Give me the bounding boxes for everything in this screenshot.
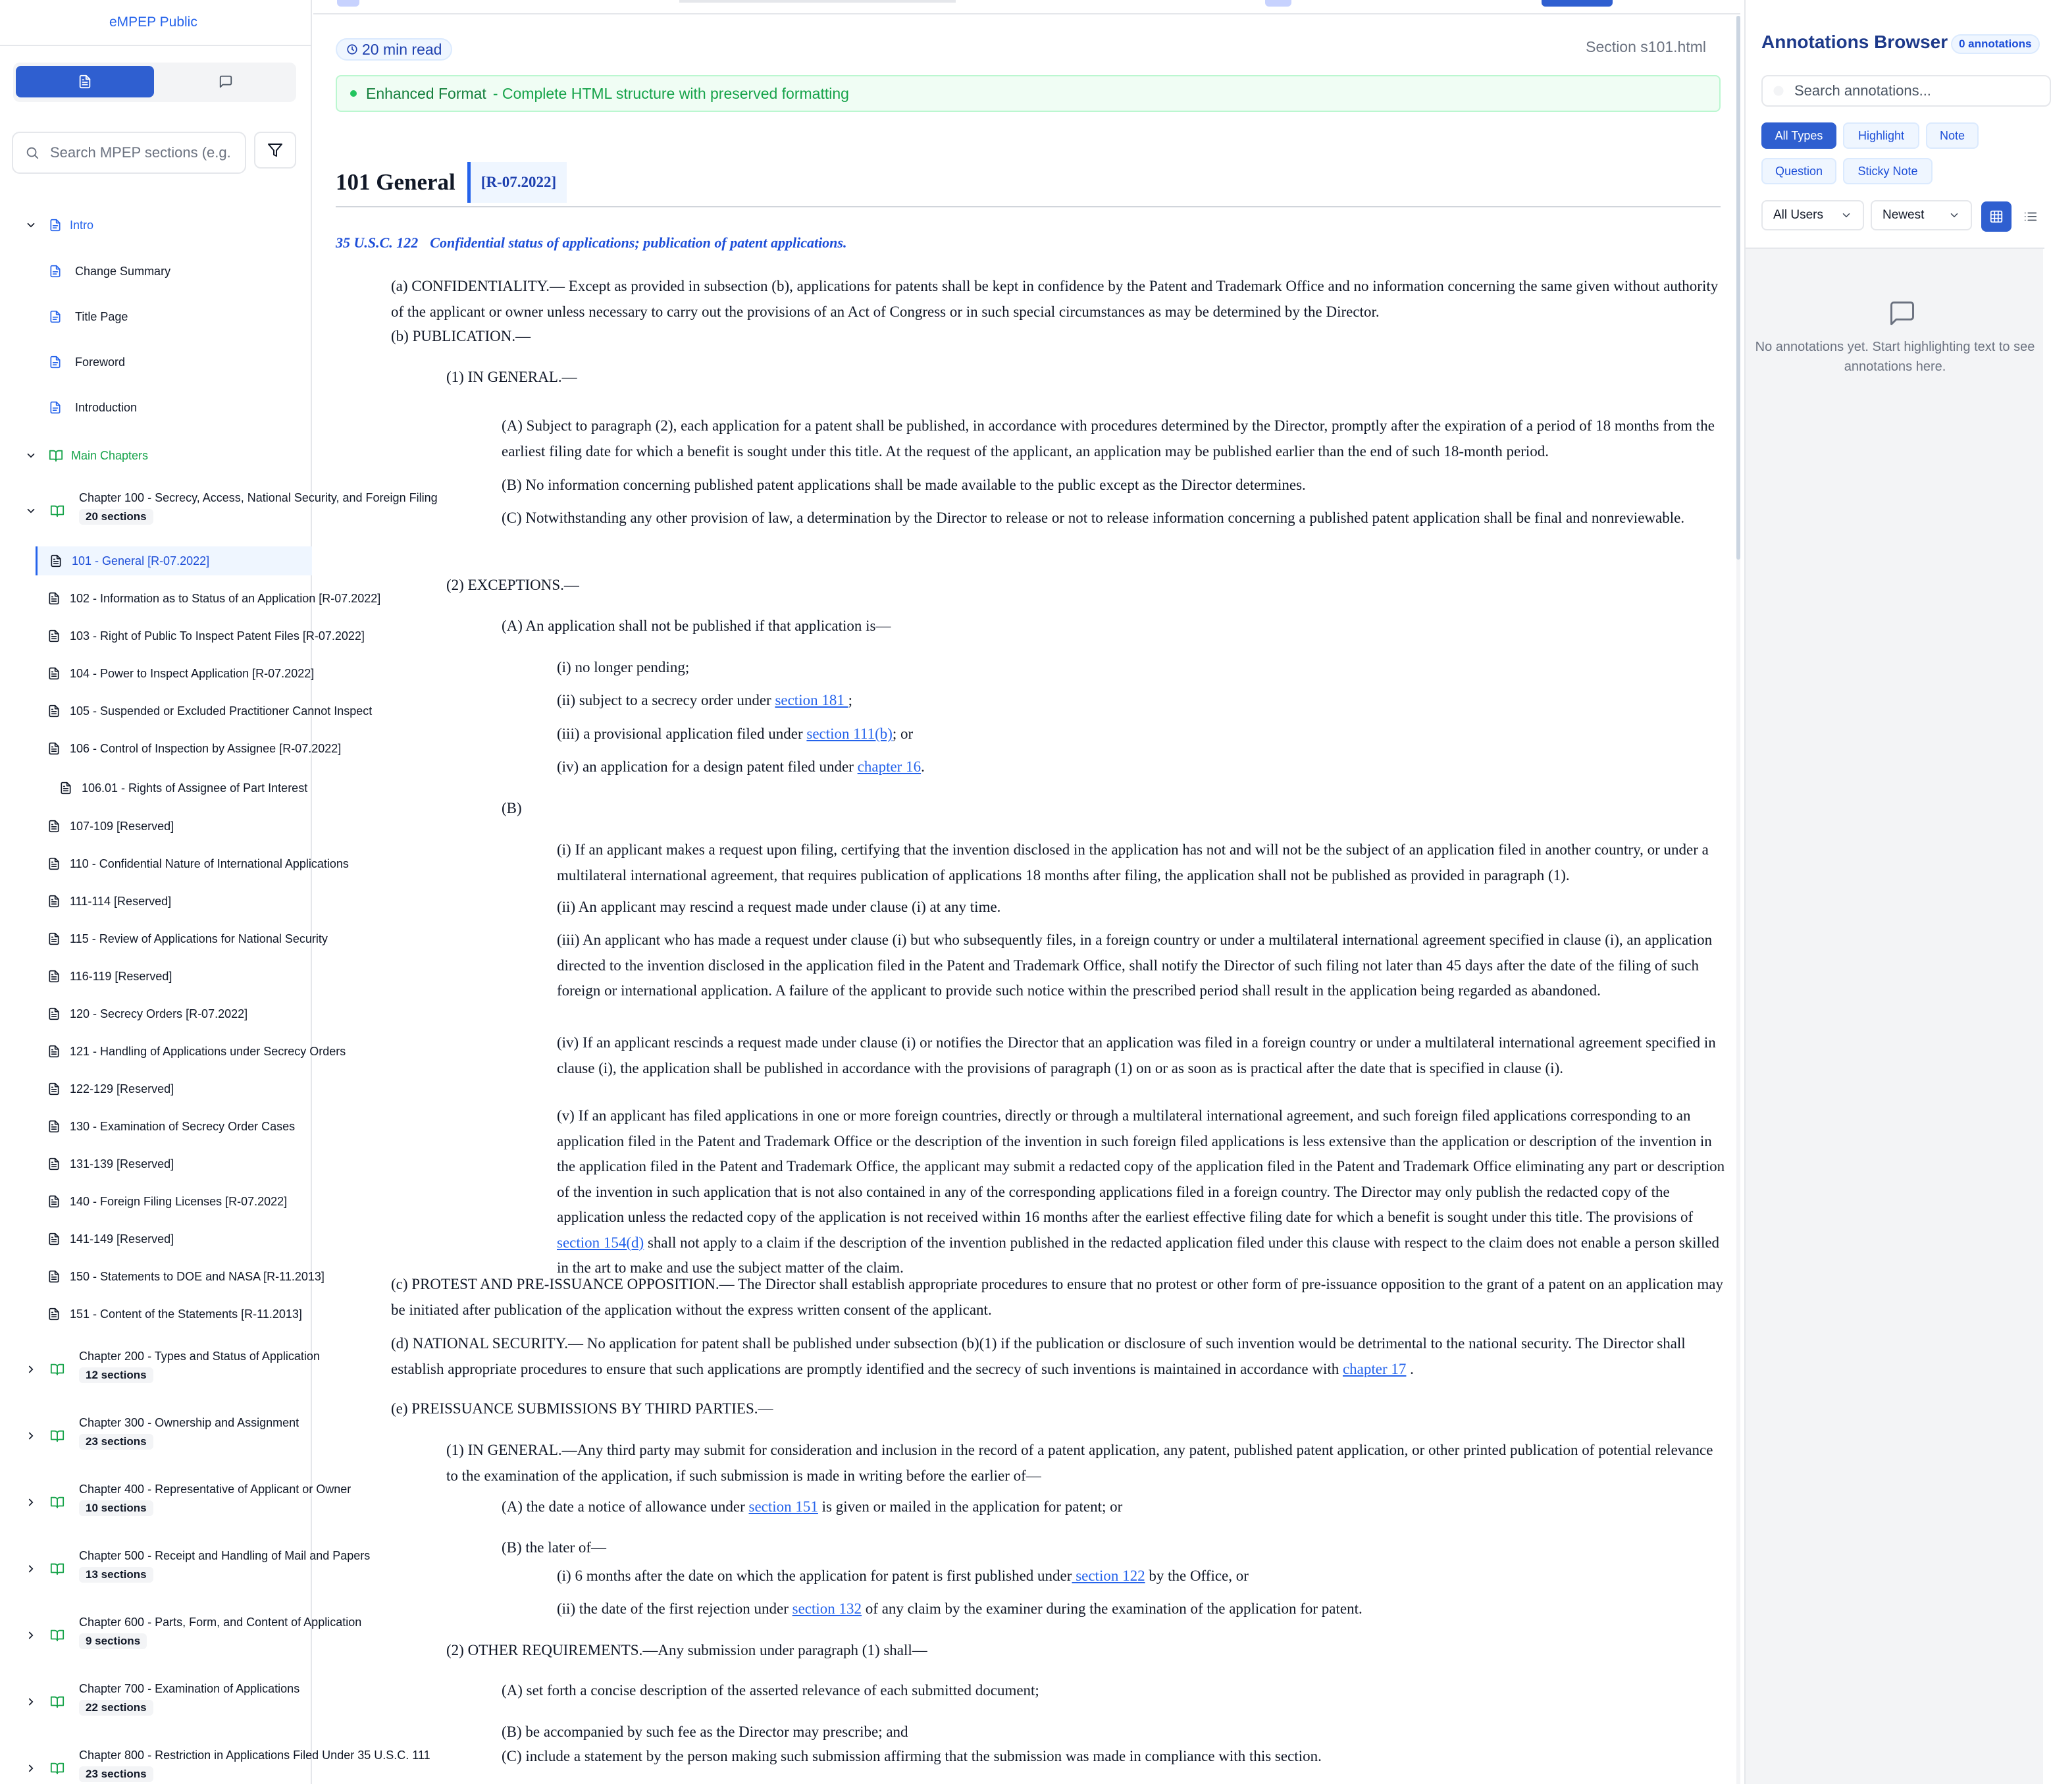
paragraph-text: (ii) An applicant may rescind a request made under clause (i) at any time.: [557, 899, 1001, 915]
book-icon: [50, 504, 65, 518]
tree-item-label: 106.01 - Rights of Assignee of Part Interest: [82, 781, 308, 795]
chapter-count-wrap: [79, 1496, 312, 1516]
chapter-title: Chapter 200 - Types and Status of Application: [79, 1350, 320, 1363]
statute-paragraph: [446, 365, 1728, 390]
chapter-text: [79, 1682, 312, 1716]
statute-paragraph: [557, 1103, 1728, 1281]
tree-item-label: 103 - Right of Public To Inspect Patent Files [R-07.2022]: [70, 629, 365, 643]
chevron-down-icon: [25, 505, 37, 517]
tree-section[interactable]: [0, 1149, 312, 1178]
statute-paragraph: [502, 473, 1728, 498]
tree-item-label: 101 - General [R-07.2022]: [72, 554, 210, 567]
book-icon: [50, 1362, 65, 1377]
statute-paragraph: [557, 1596, 1728, 1622]
tree-item-label: 106 - Control of Inspection by Assignee [R-07.2022]: [70, 741, 342, 755]
paragraph-text: (1) IN GENERAL.—Any third party may submit for consideration and inclusion in the record of a patent application, any patent, published patent application, or other printed publication of potential relevance to the examination of the application, if such submission is made in writing before the earlier of—: [446, 1442, 1713, 1484]
tree-item-label: 102 - Information as to Status of an Application [R-07.2022]: [70, 591, 381, 605]
chapter-text: [79, 1616, 362, 1649]
statute-paragraph: [446, 573, 1728, 598]
tree-item-label: Change Summary: [75, 264, 171, 278]
tree-item-label: 105 - Suspended or Excluded Practitioner Cannot Inspect: [70, 704, 373, 718]
file-text-icon: [47, 742, 61, 755]
statute-paragraph: [502, 1720, 1728, 1745]
cross-reference-link[interactable]: section 181: [775, 692, 848, 708]
chapter-title: Chapter 600 - Parts, Form, and Content of Application: [79, 1616, 362, 1629]
statute-paragraph: [557, 928, 1728, 1004]
section-count-badge: 10 sections: [79, 1500, 153, 1516]
chevron-right-icon: [25, 1696, 37, 1708]
file-text-icon: [47, 820, 61, 833]
file-text-icon: [47, 1045, 61, 1058]
tree-section[interactable]: [0, 734, 342, 763]
filter-icon: [267, 142, 283, 158]
users-select[interactable]: [1761, 200, 1864, 230]
chat-mode-button[interactable]: [158, 66, 294, 97]
chapter-title: Chapter 500 - Receipt and Handling of Mail and Papers: [79, 1549, 371, 1562]
chapter-count-wrap: [79, 1563, 312, 1583]
tree-item-label: 107-109 [Reserved]: [70, 819, 174, 833]
list-icon: [2023, 209, 2038, 224]
heading-divider: [336, 206, 1721, 207]
tree-section[interactable]: [0, 774, 312, 803]
tree-chapter[interactable]: [0, 487, 438, 535]
toolbar-primary-fragment[interactable]: [1542, 0, 1613, 7]
file-text-icon: [47, 704, 61, 718]
paragraph-text: ;: [848, 692, 852, 708]
chapter-text: [79, 491, 438, 525]
file-text-icon: [47, 970, 61, 983]
tree-item-label: 115 - Review of Applications for National Security: [70, 932, 328, 945]
scrollbar-thumb[interactable]: [1736, 16, 1740, 560]
top-toolbar: [313, 0, 1740, 14]
chevron-right-icon: [25, 1629, 37, 1641]
paragraph-text: of any claim by the examiner during the examination of the application for patent.: [862, 1600, 1363, 1617]
statute-paragraph: [557, 655, 1728, 681]
status-dot: [350, 90, 357, 97]
section-count-badge: 13 sections: [79, 1567, 153, 1583]
tree-item-label: Introduction: [75, 400, 138, 414]
annotations-search-box: [1761, 75, 2051, 107]
tree-section[interactable]: [0, 1300, 312, 1329]
tree-section-active[interactable]: [36, 546, 312, 575]
file-text-icon: [47, 1195, 61, 1208]
chapter-count-wrap: [79, 1696, 312, 1716]
message-square-icon: [1888, 299, 1917, 331]
chapter-text: [79, 1483, 351, 1516]
statute-name: Confidential status of applications; publication of patent applications.: [430, 234, 847, 251]
paragraph-text: shall not apply to a claim if the description of the invention published in the redacted application filed under this clause with respect to the claim does not enable a person skilled in the art to make and use the subject matter of the claim.: [557, 1234, 1720, 1276]
paragraph-text: (d) NATIONAL SECURITY.— No application for patent shall be published under subsection (b)(1) if the publication or disclosure of such invention would be detrimental to the national security. The Director shall establish appropriate procedures to ensure that such applications are promptly identified and the secrecy of such inventions is maintained in accordance with: [391, 1335, 1686, 1377]
toolbar-button-fragment[interactable]: [337, 0, 359, 7]
statute-paragraph: [557, 1030, 1728, 1081]
file-text-icon: [49, 310, 62, 323]
book-icon: [50, 1628, 65, 1643]
paragraph-text: (v) If an applicant has filed applications in one or more foreign countries, directly or through a multilateral international agreement, and such foreign filed applications corresponding to an application filed in the Patent and Trademark Office or the description of the invention in such foreign filed applications is less extensive than the application or description of the invention in the application filed in the Patent and Trademark Office, the applicant may submit a redacted copy of the application filed in the Patent and Trademark Office eliminating any part or description of the invention in such application that is not also contained in any of the corresponding applications filed in a foreign country. The Director may only publish the redacted copy of the application unless the redacted copy of the application is not received within 16 months after the earliest effective filing date for which a benefit is sought under this title. The provisions of: [557, 1107, 1725, 1225]
paragraph-text: (e) PREISSUANCE SUBMISSIONS BY THIRD PARTIES.—: [391, 1400, 773, 1417]
filter-button[interactable]: [254, 132, 296, 169]
search-icon: [1772, 84, 1785, 97]
chevron-down-icon: [1840, 209, 1852, 221]
page-title: 101 General: [336, 169, 455, 195]
file-text-icon: [49, 554, 63, 567]
chapter-title: Chapter 300 - Ownership and Assignment: [79, 1416, 299, 1429]
cross-reference-link[interactable]: chapter 16: [857, 758, 922, 775]
chapter-count-wrap: [79, 1430, 312, 1450]
chevron-down-icon: [25, 450, 37, 461]
statute-paragraph: [502, 614, 1728, 639]
view-mode-toggle: [13, 63, 296, 102]
tree-item-label: 120 - Secrecy Orders [R-07.2022]: [70, 1007, 248, 1020]
annotations-title: Annotations Browser: [1761, 32, 1948, 52]
cross-reference-link[interactable]: chapter 17: [1342, 1360, 1407, 1377]
cross-reference-link[interactable]: section 111(b): [806, 725, 893, 742]
document-viewer: [313, 0, 1740, 1784]
tree-section[interactable]: [0, 1187, 312, 1216]
paragraph-text: (iv) If an applicant rescinds a request made under clause (i) or notifies the Director that an application was filed in a foreign country or under a multilateral international agreement specified in clause (i), the application shall be published in accordance with the provisions of paragraph (1) on or as soon as is practical after the date that is specified in clause (i).: [557, 1034, 1716, 1076]
tree-section[interactable]: [0, 999, 312, 1028]
empty-state-text: No annotations yet. Start highlighting text to see annotations here.: [1755, 340, 2035, 374]
file-text-icon: [47, 1120, 61, 1133]
grid-view-button[interactable]: [1981, 201, 2012, 232]
format-title: Enhanced Format: [366, 84, 486, 102]
file-text-icon: [49, 265, 62, 278]
chapter-count-wrap: [79, 1363, 312, 1383]
tree-section[interactable]: [0, 962, 312, 991]
annotations-search-input[interactable]: [1794, 82, 2031, 99]
chevron-right-icon: [25, 1430, 37, 1442]
section-filename: Section s101.html: [1586, 38, 1706, 55]
paragraph-text: (A) An application shall not be published if that application is—: [502, 618, 891, 634]
tree-item-label: 150 - Statements to DOE and NASA [R-11.2013]: [70, 1269, 325, 1283]
chat-icon: [219, 74, 233, 89]
tree-item-label: Intro: [70, 218, 94, 232]
paragraph-text: (a) CONFIDENTIALITY.— Except as provided in subsection (b), applications for patents shall be kept in confidence by the Patent and Trademark Office and no information concerning the same given without authority of the applicant or owner unless necessary to carry out the provisions of an Act of Congress or in such special circumstances as may be determined by the Director.: [391, 278, 1719, 320]
users-select-value: All Users: [1773, 208, 1824, 222]
statute-paragraph: [446, 1438, 1728, 1489]
paragraph-text: (iv) an application for a design patent filed under: [557, 758, 858, 775]
tree-item-label: 116-119 [Reserved]: [70, 969, 172, 983]
statute-paragraph: [502, 1744, 1728, 1770]
tree-section[interactable]: [0, 849, 349, 878]
toolbar-button-fragment[interactable]: [1265, 0, 1291, 7]
chapter-text: [79, 1749, 430, 1782]
format-banner: [336, 75, 1721, 112]
paragraph-text: .: [1406, 1360, 1414, 1377]
tree-item-intro[interactable]: [0, 303, 312, 330]
file-text-icon: [47, 629, 61, 643]
cross-reference-link[interactable]: section 132: [792, 1600, 862, 1617]
book-icon: [50, 1429, 65, 1443]
chapter-title: Chapter 800 - Restriction in Applications Filed Under 35 U.S.C. 111: [79, 1749, 430, 1762]
paragraph-text: (A) the date a notice of allowance under: [502, 1498, 749, 1515]
tree-item-label: Main Chapters: [71, 448, 149, 462]
chapter-count-wrap: [79, 1629, 312, 1649]
tree-item-label: 122-129 [Reserved]: [70, 1082, 174, 1095]
read-time-text: 20 min read: [362, 40, 442, 58]
tree-group-main-chapters[interactable]: [0, 442, 312, 469]
paragraph-text: (i) no longer pending;: [557, 659, 690, 675]
book-icon: [50, 1562, 65, 1576]
chapter-text: [79, 1549, 371, 1583]
tree-item-label: 110 - Confidential Nature of International Applications: [70, 856, 349, 870]
annotations-count-badge: 0 annotations: [1951, 34, 2040, 54]
sidebar-header: [0, 0, 311, 46]
statute-paragraph: [391, 324, 1728, 350]
paragraph-text: by the Office, or: [1145, 1568, 1249, 1584]
tree-item-intro[interactable]: [0, 258, 312, 284]
sort-select-value: Newest: [1882, 208, 1925, 222]
tree-section[interactable]: [0, 924, 328, 953]
statute-paragraph: [502, 1678, 1728, 1704]
tree-section[interactable]: [0, 1262, 325, 1291]
tree-section[interactable]: [0, 1225, 312, 1253]
tree-item-intro[interactable]: [0, 394, 312, 421]
tree-item-label: 130 - Examination of Secrecy Order Cases: [70, 1119, 296, 1133]
file-text-icon: [47, 895, 61, 908]
book-icon: [50, 1495, 65, 1510]
format-subtitle: - Complete HTML structure with preserved formatting: [492, 84, 849, 102]
tree-item-label: 131-139 [Reserved]: [70, 1157, 174, 1171]
tree-item-label: 104 - Power to Inspect Application [R-07.2022]: [70, 666, 315, 680]
statute-paragraph: [557, 688, 1728, 714]
file-text-icon: [49, 401, 62, 414]
chapter-text: [79, 1416, 312, 1450]
chevron-right-icon: [25, 1563, 37, 1575]
paragraph-text: (1) IN GENERAL.—: [446, 369, 577, 385]
file-text-icon: [47, 932, 61, 945]
tree-chapter[interactable]: [0, 1479, 351, 1526]
clock-icon: [346, 43, 358, 55]
tree-item-label: 121 - Handling of Applications under Secrecy Orders: [70, 1044, 346, 1058]
grid-icon: [1989, 209, 2004, 224]
tree-item-label: 140 - Foreign Filing Licenses [R-07.2022]: [70, 1194, 288, 1208]
tree-group-intro[interactable]: [0, 212, 312, 238]
statute-paragraph: [502, 1494, 1728, 1520]
paragraph-text: (iii) a provisional application filed under: [557, 725, 807, 742]
file-text-icon: [47, 1307, 61, 1321]
paragraph-text: (b) PUBLICATION.—: [391, 328, 531, 344]
chevron-right-icon: [25, 1762, 37, 1774]
tree-item-label: 151 - Content of the Statements [R-11.2013]: [70, 1307, 302, 1321]
file-text-icon: [47, 1157, 61, 1171]
paragraph-text: (B) be accompanied by such fee as the Director may prescribe; and: [502, 1724, 908, 1740]
search-icon: [25, 145, 39, 160]
chapter-text: [79, 1350, 320, 1383]
book-icon: [50, 1761, 65, 1776]
statute-paragraph: [557, 895, 1728, 920]
section-search-box: [12, 132, 246, 174]
tree-chapter[interactable]: [0, 1612, 362, 1659]
file-text-icon: [59, 781, 72, 795]
paragraph-text: (iii) An applicant who has made a request under clause (i) but who subsequently files, in a foreign country or under a multilateral international agreement specified in clause (i), an application directed to the invention disclosed in the application filed in the Patent and Trademark Office, shall notify the Director of such filing not later than 45 days after the date of the filing of such foreign or international application. A failure of the applicant to provide such notice within the prescribed period shall result in the application being regarded as abandoned.: [557, 932, 1713, 999]
statute-citation: [336, 234, 846, 251]
file-text-icon: [47, 857, 61, 870]
section-count-badge: 20 sections: [79, 509, 153, 525]
statute-cite: 35 U.S.C. 122: [336, 234, 419, 251]
statute-paragraph: [557, 837, 1728, 888]
chapter-title: Chapter 700 - Examination of Applications: [79, 1682, 300, 1695]
section-count-badge: 9 sections: [79, 1633, 147, 1649]
file-text-icon: [47, 1270, 61, 1283]
paragraph-text: (C) Notwithstanding any other provision of law, a determination by the Director to release or not to release information concerning a published patent application shall be final and nonreviewable.: [502, 510, 1685, 526]
statute-paragraph: [502, 506, 1728, 531]
section-heading: [336, 162, 567, 203]
tree-section[interactable]: [0, 659, 315, 688]
filter-question[interactable]: Question: [1761, 158, 1836, 184]
section-count-badge: 12 sections: [79, 1367, 153, 1383]
sort-select[interactable]: [1871, 200, 1972, 230]
statute-paragraph: [502, 796, 1728, 822]
tree-section[interactable]: [0, 887, 312, 916]
tree-section[interactable]: [0, 621, 365, 650]
statute-paragraph: [446, 1638, 1728, 1664]
paragraph-text: (A) set forth a concise description of the asserted relevance of each submitted document;: [502, 1682, 1039, 1699]
statute-paragraph: [557, 722, 1728, 747]
app-brand[interactable]: eMPEP Public: [109, 14, 197, 30]
chevron-right-icon: [25, 1496, 37, 1508]
tree-item-label: 111-114 [Reserved]: [70, 894, 172, 908]
statute-paragraph: [502, 1535, 1728, 1561]
file-text-icon: [49, 356, 62, 369]
paragraph-text: .: [921, 758, 925, 775]
file-text-icon: [47, 1232, 61, 1246]
tree-section[interactable]: [0, 1112, 312, 1141]
paragraph-text: (2) OTHER REQUIREMENTS.—Any submission under paragraph (1) shall—: [446, 1642, 927, 1658]
tree-item-label: Foreword: [75, 355, 126, 369]
paragraph-text: (i) If an applicant makes a request upon filing, certifying that the invention disclosed in the application has not and will not be the subject of an application filed in another country, or under a multilateral international agreement, that requires publication of applications 18 months after filing, the application shall not be published as provided in paragraph (1).: [557, 841, 1709, 883]
documents-mode-button[interactable]: [16, 66, 154, 97]
chapter-title: Chapter 100 - Secrecy, Access, National Security, and Foreign Filing: [79, 491, 438, 504]
revision-badge: [R-07.2022]: [467, 162, 567, 203]
paragraph-text: (B): [502, 800, 522, 816]
paragraph-text: (A) Subject to paragraph (2), each application for a patent shall be published, in accordance with procedures determined by the Director, promptly after the expiration of a period of 18 months from the earliest filing date for which a benefit is sought under this title. At the request of the applicant, an application may be published earlier than the end of such 18-month period.: [502, 417, 1715, 460]
book-icon: [50, 1695, 65, 1709]
tree-section[interactable]: [0, 697, 373, 725]
statute-paragraph: [391, 1396, 1728, 1422]
statute-paragraph: [557, 754, 1728, 780]
statute-paragraph: [391, 1331, 1728, 1382]
annotations-panel: [1744, 0, 2043, 1784]
statute-paragraph: [557, 1564, 1728, 1589]
paragraph-text: (B) the later of—: [502, 1539, 607, 1556]
tree-item-intro[interactable]: [0, 349, 312, 375]
paragraph-text: ; or: [892, 725, 914, 742]
chevron-down-icon: [1948, 209, 1960, 221]
section-search-input[interactable]: [50, 144, 241, 161]
toolbar-input-fragment[interactable]: [679, 0, 956, 3]
file-text-icon: [49, 219, 62, 232]
read-time-badge: [336, 38, 452, 61]
section-count-badge: 22 sections: [79, 1700, 153, 1716]
section-count-badge: 23 sections: [79, 1766, 153, 1782]
statute-paragraph: [502, 413, 1728, 464]
paragraph-text: (C) include a statement by the person making such submission affirming that the submission was made in compliance with this section.: [502, 1748, 1322, 1764]
book-icon: [49, 448, 63, 463]
tree-section[interactable]: [0, 812, 312, 841]
paragraph-text: (B) No information concerning published patent applications shall be made available to the public except as the Director determines.: [502, 477, 1306, 493]
statute-paragraph: [391, 1272, 1728, 1323]
statute-paragraph: [391, 274, 1728, 325]
paragraph-text: (ii) subject to a secrecy order under: [557, 692, 775, 708]
filter-highlight[interactable]: Highlight: [1843, 122, 1919, 149]
chapter-count-wrap: [79, 505, 312, 525]
annotations-controls: [1746, 0, 2044, 249]
tree-section[interactable]: [0, 1037, 346, 1066]
tree-chapter[interactable]: [0, 1346, 320, 1393]
tree-item-label: Title Page: [75, 309, 128, 323]
paragraph-text: is given or mailed in the application for patent; or: [818, 1498, 1123, 1515]
file-text-icon: [47, 1082, 61, 1095]
tree-item-label: 141-149 [Reserved]: [70, 1232, 174, 1246]
cross-reference-link[interactable]: section 122: [1072, 1568, 1145, 1584]
filter-sticky-note[interactable]: Sticky Note: [1843, 158, 1933, 184]
filter-all-types[interactable]: All Types: [1761, 122, 1836, 149]
paragraph-text: (i) 6 months after the date on which the application for patent is first published under: [557, 1568, 1072, 1584]
cross-reference-link[interactable]: section 154(d): [557, 1234, 644, 1251]
filter-note[interactable]: Note: [1926, 122, 1979, 149]
file-text-icon: [47, 667, 61, 680]
section-count-badge: 23 sections: [79, 1434, 153, 1450]
tree-chapter[interactable]: [0, 1678, 312, 1726]
chevron-right-icon: [25, 1363, 37, 1375]
tree-chapter[interactable]: [0, 1745, 430, 1792]
paragraph-text: (c) PROTEST AND PRE-ISSUANCE OPPOSITION.— The Director shall establish appropriate procedures to ensure that no protest or other form of pre-issuance opposition to the grant of a patent on an application may be initiated after publication of the application without the express written consent of the applicant.: [391, 1276, 1724, 1318]
paragraph-text: (ii) the date of the first rejection under: [557, 1600, 792, 1617]
cross-reference-link[interactable]: section 151: [748, 1498, 818, 1515]
file-text-icon: [47, 1007, 61, 1020]
tree-section[interactable]: [0, 584, 381, 613]
file-text-icon: [47, 592, 61, 605]
paragraph-text: (2) EXCEPTIONS.—: [446, 577, 579, 593]
document-icon: [78, 74, 92, 89]
chevron-down-icon: [25, 219, 37, 231]
list-view-button[interactable]: [2015, 201, 2046, 232]
chapter-title: Chapter 400 - Representative of Applicant or Owner: [79, 1483, 351, 1496]
tree-chapter[interactable]: [0, 1412, 312, 1460]
tree-chapter[interactable]: [0, 1545, 371, 1593]
tree-section[interactable]: [0, 1074, 312, 1103]
chapter-count-wrap: [79, 1762, 312, 1782]
